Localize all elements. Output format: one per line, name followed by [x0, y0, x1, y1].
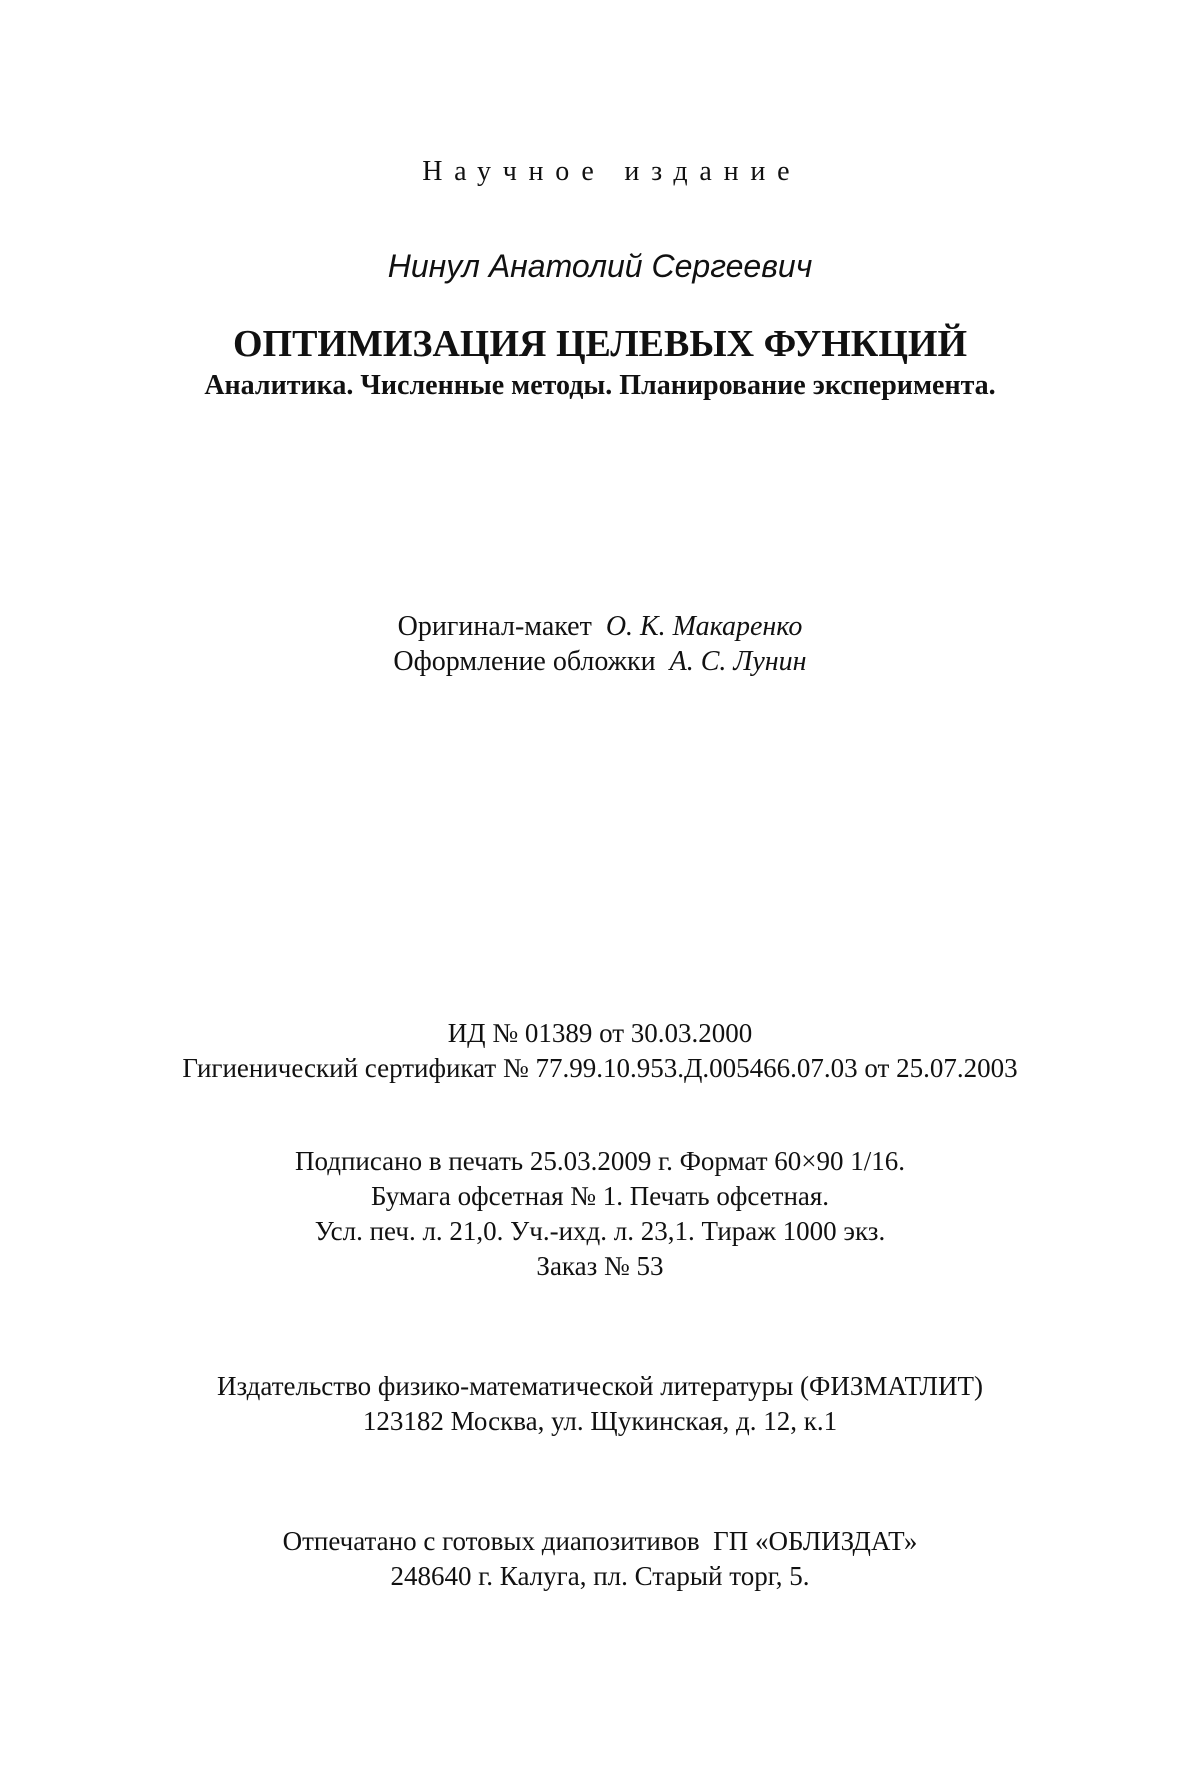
order-number: Заказ № 53	[536, 1251, 664, 1281]
credit-role: Оригинал-макет	[397, 611, 592, 642]
print-info-line: Подписано в печать 25.03.2009 г. Формат 60×90 1/16.	[294, 1146, 905, 1176]
publisher-address: 123182 Москва, ул. Щукинская, д. 12, к.1	[362, 1406, 838, 1436]
credit-role: Оформление обложки	[393, 646, 656, 677]
credit-cover	[0, 648, 1200, 676]
edition-type: Научное издание	[422, 156, 802, 187]
author-name: Нинул Анатолий Сергеевич	[387, 248, 813, 284]
publisher-name: Издательство физико-математической литературы (ФИЗМАТЛИТ)	[217, 1371, 983, 1401]
credit-person: А. С. Лунин	[669, 646, 807, 677]
credit-layout	[0, 613, 1200, 641]
book-subtitle: Аналитика. Численные методы. Планирование эксперимента.	[204, 370, 996, 401]
printer-name: Отпечатано с готовых диапозитивов ГП «ОБЛИЗДАТ»	[282, 1526, 918, 1556]
credit-person: О. К. Макаренко	[605, 611, 803, 642]
printer-address: 248640 г. Калуга, пл. Старый торг, 5.	[390, 1561, 810, 1591]
license-id: ИД № 01389 от 30.03.2000	[447, 1018, 753, 1048]
print-info-line: Усл. печ. л. 21,0. Уч.-ихд. л. 23,1. Тираж 1000 экз.	[314, 1216, 886, 1246]
book-title: ОПТИМИЗАЦИЯ ЦЕЛЕВЫХ ФУНКЦИЙ	[232, 323, 968, 365]
print-info-line: Бумага офсетная № 1. Печать офсетная.	[370, 1181, 830, 1211]
hygiene-certificate: Гигиенический сертификат № 77.99.10.953.Д.005466.07.03 от 25.07.2003	[182, 1053, 1018, 1083]
